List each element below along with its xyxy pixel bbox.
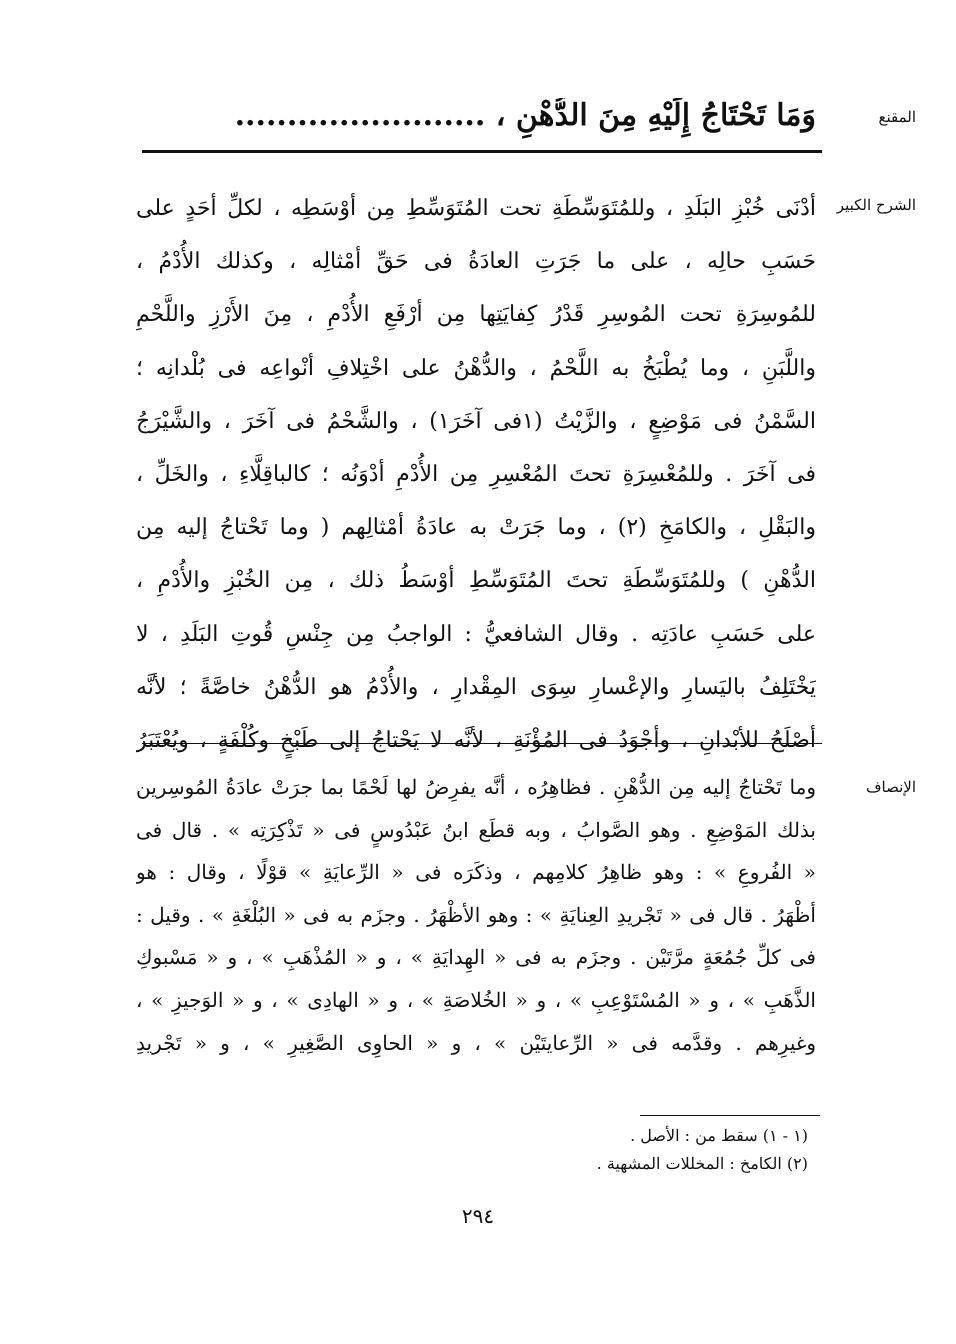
sharh-line: أدْنَى خُبْزِ البَلَدِ ، وللمُتَوَسِّطَةِ تحت المُتَوَسِّطِ مِن أوْسَطِه ، لكلِّ أحَدٍ على [136,196,816,221]
footnote: (١ - ١) سقط من : الأصل . [630,1126,808,1145]
sharh-line: السَّمْنُ فى مَوْضِعٍ ، والزَّيْتُ (١فى آخَرَ١) ، والشَّحْمُ فى آخَرَ ، والشَّيْرَجُ [136,408,816,434]
sharh-line: والبَقْلِ ، والكامَخِ (٢) ، وما جَرَتْ به عادَةُ أمْثالِهم ( وما تَحْتاجُ إليه مِن [136,515,816,541]
insaf-line: بذلك المَوْضِعِ . وهو الصَّوابُ ، وبه قطَع ابنُ عَبْدُوسٍ فى « تَذْكِرَتِه » . قال فى [136,817,816,842]
sharh-line: فى آخَرَ . وللمُعْسِرَةِ تحتَ المُعْسِرِ مِن الأُدْمِ أدْوَنُه ؛ كالباقِلَّاءِ ، والخَلِّ ، [136,461,816,487]
header-side-label: المقنع [878,108,916,126]
sharh-line: يَخْتَلِفُ باليَسارِ والإعْسارِ سِوَى المِقْدارِ ، والأُدْمُ هو الدُّهْنُ خاصَّةً ؛ لأنَّه [136,674,816,700]
sharh-line: على حَسَبِ عادَتِه . وقال الشافعيُّ : الواجبُ مِن جِنْسِ قُوتِ البَلَدِ ، لا [136,621,816,647]
header-rule [142,150,822,153]
sharh-line: الدُّهْنِ ) وللمُتَوَسِّطَةِ تحتَ المُتَوَسِّطِ أوْسَطُ ذلك ، مِن الخُبْزِ والأُدْمِ ، [136,568,816,594]
page-number: ٢٩٤ [461,1204,495,1228]
insaf-line: وما تَحْتاجُ إليه مِن الدُّهْنِ . فظاهِرُه ، أنَّه يفرِضُ لها لَحْمًا بما جرَتْ عادَةُ المُوسِرين [136,775,816,799]
insaf-line: وغيرِهم . وقدَّمه فى « الرِّعايتَيْن » ، و « الحاوِى الصَّغِيرِ » ، و « تَجْريدِ [136,1030,816,1055]
insaf-line: « الفُروعِ » : وهو ظاهِرُ كلامِهم ، وذكَرَه فى « الرِّعايَةِ » قوْلًا ، وقال : هو [136,860,816,885]
insaf-text-block [136,766,816,1064]
footnote: (٢) الكامخ : المخللات المشهية . [596,1154,808,1173]
insaf-line: الذَّهَبِ » ، و « المُسْتَوْعِبِ » ، و « الخُلاصَةِ » ، و « الهادِى » ، و « الوَجيزِ » ، [136,987,816,1012]
sharh-line: حَسَبِ حالِه ، على ما جَرَتِ العادَةُ فى حَقِّ أمْثالِه ، وكذلك الأُدْمُ ، [136,249,816,275]
sharh-line: أصْلَحُ للأبْدانِ ، وأجْوَدُ فى المُؤْنَةِ ، لأنَّه لا يَحْتاجُ إلى طَبْخٍ وكُلْفَةٍ ، ويُعْتَبَرُ [136,727,816,753]
sharh-line: واللَّبَنِ ، وما يُطْبَخُ به اللَّحْمُ ، والدُّهْنُ على اخْتِلافِ أنْواعِه فى بُلْدانِه ؛ [136,355,816,381]
insaf-line: فى كلِّ جُمُعَةٍ مرَّتَيْن . وجزَم به فى « الهِدايَةِ » ، و « المُذْهَبِ » ، و « مَسْبوكِ [136,945,816,970]
section-divider [142,743,822,744]
footnotes-rule [640,1115,820,1116]
footnotes [408,1122,808,1178]
sharh-line: للمُوسِرَةِ تحت المُوسِرِ قَدْرُ كِفايَتِها مِن أرْفَعِ الأُدْمِ ، مِنَ الأَرْزِ واللَّحْمِ [136,302,816,328]
insaf-line: أظْهَرُ . قال فى « تَجْريدِ العِنايَةِ » : وهو الأظْهَرُ . وجزَم به فى « البُلْغَةِ » . وقيل : [136,902,816,927]
sharh-side-label: الشرح الكبير [836,196,916,214]
insaf-side-label: الإنصاف [865,778,916,796]
header-text: وَمَا تَحْتَاجُ إِلَيْهِ مِنَ الدُّهْنِ ، ........................ [234,98,816,133]
sharh-text-block [136,182,816,767]
